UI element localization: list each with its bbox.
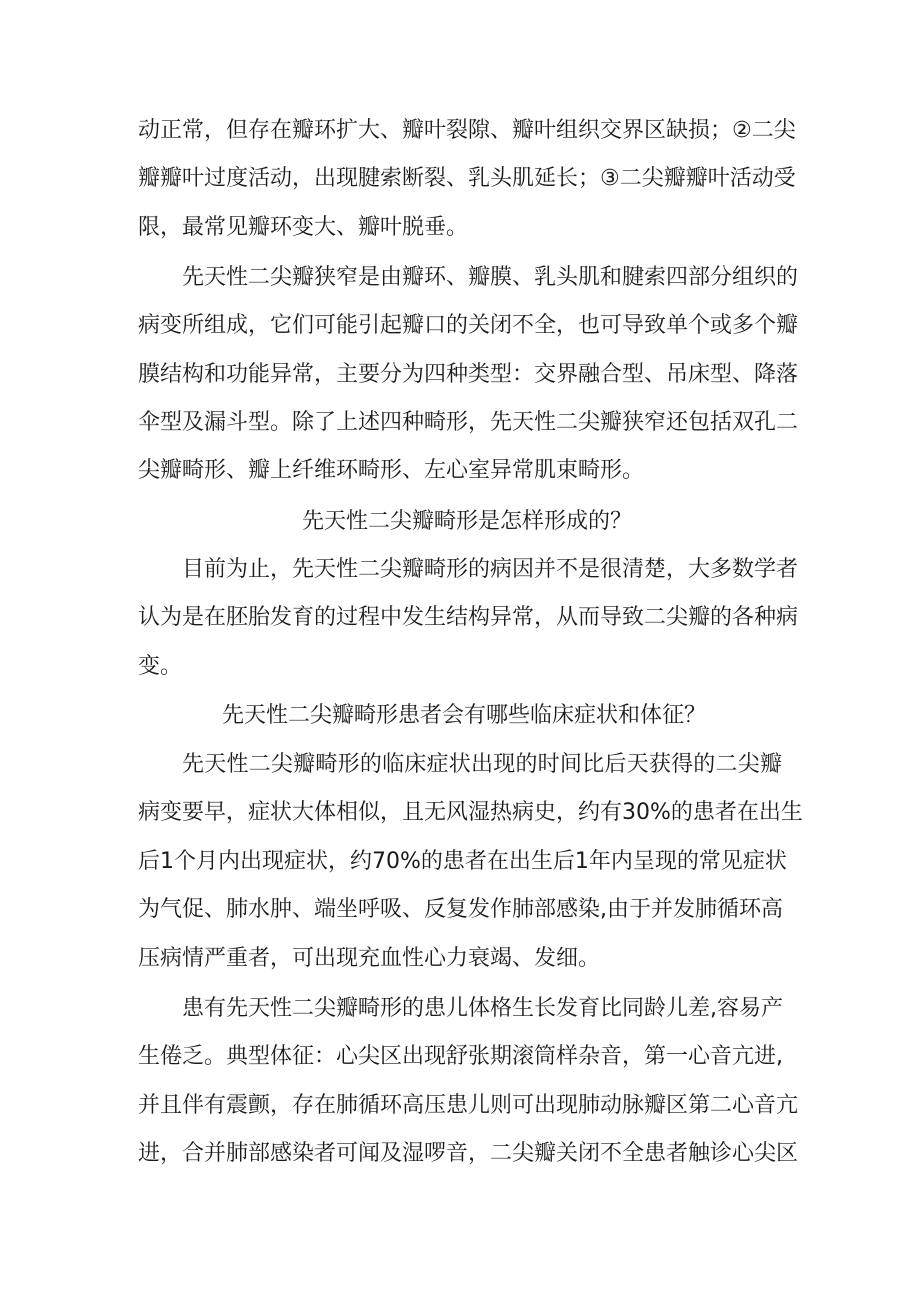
text-line: 患有先天性二尖瓣畸形的患儿体格生长发育比同龄儿差,容易产 <box>182 996 783 1021</box>
text-line: 目前为止，先天性二尖瓣畸形的病因并不是很清楚，大多数学者 <box>182 557 799 582</box>
text-line: 动正常，但存在瓣环扩大、瓣叶裂隙、瓣叶组织交界区缺损；②二尖 <box>138 118 796 143</box>
text-line: 认为是在胚胎发育的过程中发生结构异常，从而导致二尖瓣的各种病 <box>138 605 799 630</box>
section-heading: 先天性二尖瓣畸形患者会有哪些临床症状和体征？ <box>222 703 707 728</box>
text-line: 为气促、肺水肿、端坐呼吸、反复发作肺部感染,由于并发肺循环高 <box>138 897 783 922</box>
text-line: 病变要早，症状大体相似，且无风湿热病史，约有30%的患者在出生 <box>138 800 803 825</box>
text-line: 伞型及漏斗型。除了上述四种畸形，先天性二尖瓣狭窄还包括双孔二 <box>138 410 799 435</box>
text-line: 进，合并肺部感染者可闻及湿啰音，二尖瓣关闭不全患者触诊心尖区 <box>138 1141 799 1166</box>
text-line: 限，最常见瓣环变大、瓣叶脱垂。 <box>138 215 469 240</box>
text-line: 先天性二尖瓣畸形的临床症状出现的时间比后天获得的二尖瓣 <box>182 752 782 777</box>
text-line: 变。 <box>138 654 183 679</box>
text-line: 后1个月内出现症状，约70%的患者在出生后1年内呈现的常见症状 <box>138 849 787 874</box>
text-line: 并且伴有震颤，存在肺循环高压患儿则可出现肺动脉瓣区第二心音亢 <box>138 1093 799 1118</box>
section-heading: 先天性二尖瓣畸形是怎样形成的？ <box>302 509 633 534</box>
text-line: 先天性二尖瓣狭窄是由瓣环、瓣膜、乳头肌和腱索四部分组织的 <box>182 265 799 290</box>
text-line: 生倦乏。典型体征：心尖区出现舒张期滚筒样杂音，第一心音亢进, <box>138 1044 783 1069</box>
text-line: 压病情严重者，可出现充血性心力衰竭、发细。 <box>138 946 601 971</box>
text-line: 瓣瓣叶过度活动，出现腱索断裂、乳头肌延长；③二尖瓣瓣叶活动受 <box>138 166 796 191</box>
text-line: 尖瓣畸形、瓣上纤维环畸形、左心室异常肌束畸形。 <box>138 458 645 483</box>
text-line: 病变所组成，它们可能引起瓣口的关闭不全，也可导致单个或多个瓣 <box>138 313 799 338</box>
text-line: 膜结构和功能异常，主要分为四种类型：交界融合型、吊床型、降落 <box>138 362 799 387</box>
